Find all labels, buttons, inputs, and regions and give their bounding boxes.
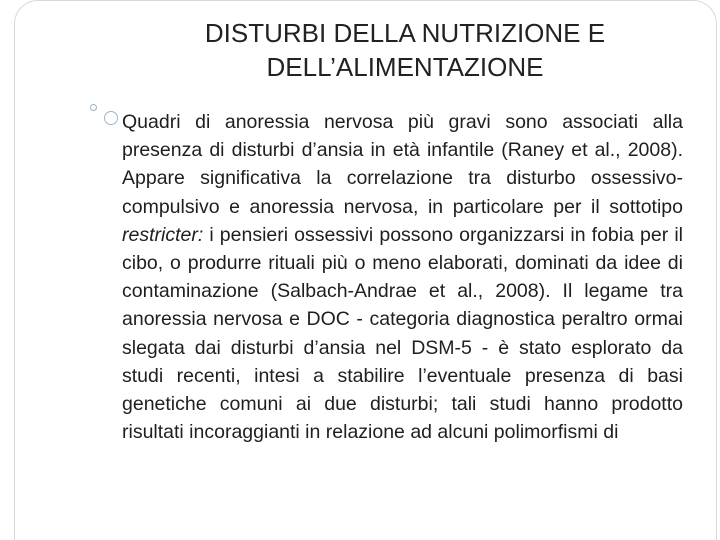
paragraph-italic-term: restricter: [122,223,204,246]
slide-title [120,16,690,84]
bullet-decoration-small-circle-icon [90,104,97,111]
body-paragraph [122,108,683,446]
paragraph-text-start: Quadri di anoressia nervosa più gravi sono associati alla presenza di disturbi d’ansia in età infantile (Raney et al., 2008). Appare significativa la correlazione tra disturbo ossessivo-compulsivo e anoressia nervosa, in particolare per il sottotipo [122,111,683,218]
title-line-1: DISTURBI DELLA NUTRIZIONE E [204,18,606,48]
title-line-2: DELL’ALIMENTAZIONE [266,52,544,82]
paragraph-text-end: i pensieri ossessivi possono organizzarsi in fobia per il cibo, o produrre rituali più o meno elaborati, dominati da idee di contaminazione (Salbach-Andrae et al., 2008). Il legame tra anoressia nervosa e DOC - categoria diagnostica peraltro ormai slegata dai disturbi d’ansia nel DSM-5 - è stato esplorato da studi recenti, intesi a stabilire l’eventuale presenza di basi genetiche comuni ai due disturbi; tali studi hanno prodotto risultati incoraggianti in relazione ad alcuni polimorfismi di [122,223,683,444]
bullet-decoration-circle-icon [104,111,118,125]
